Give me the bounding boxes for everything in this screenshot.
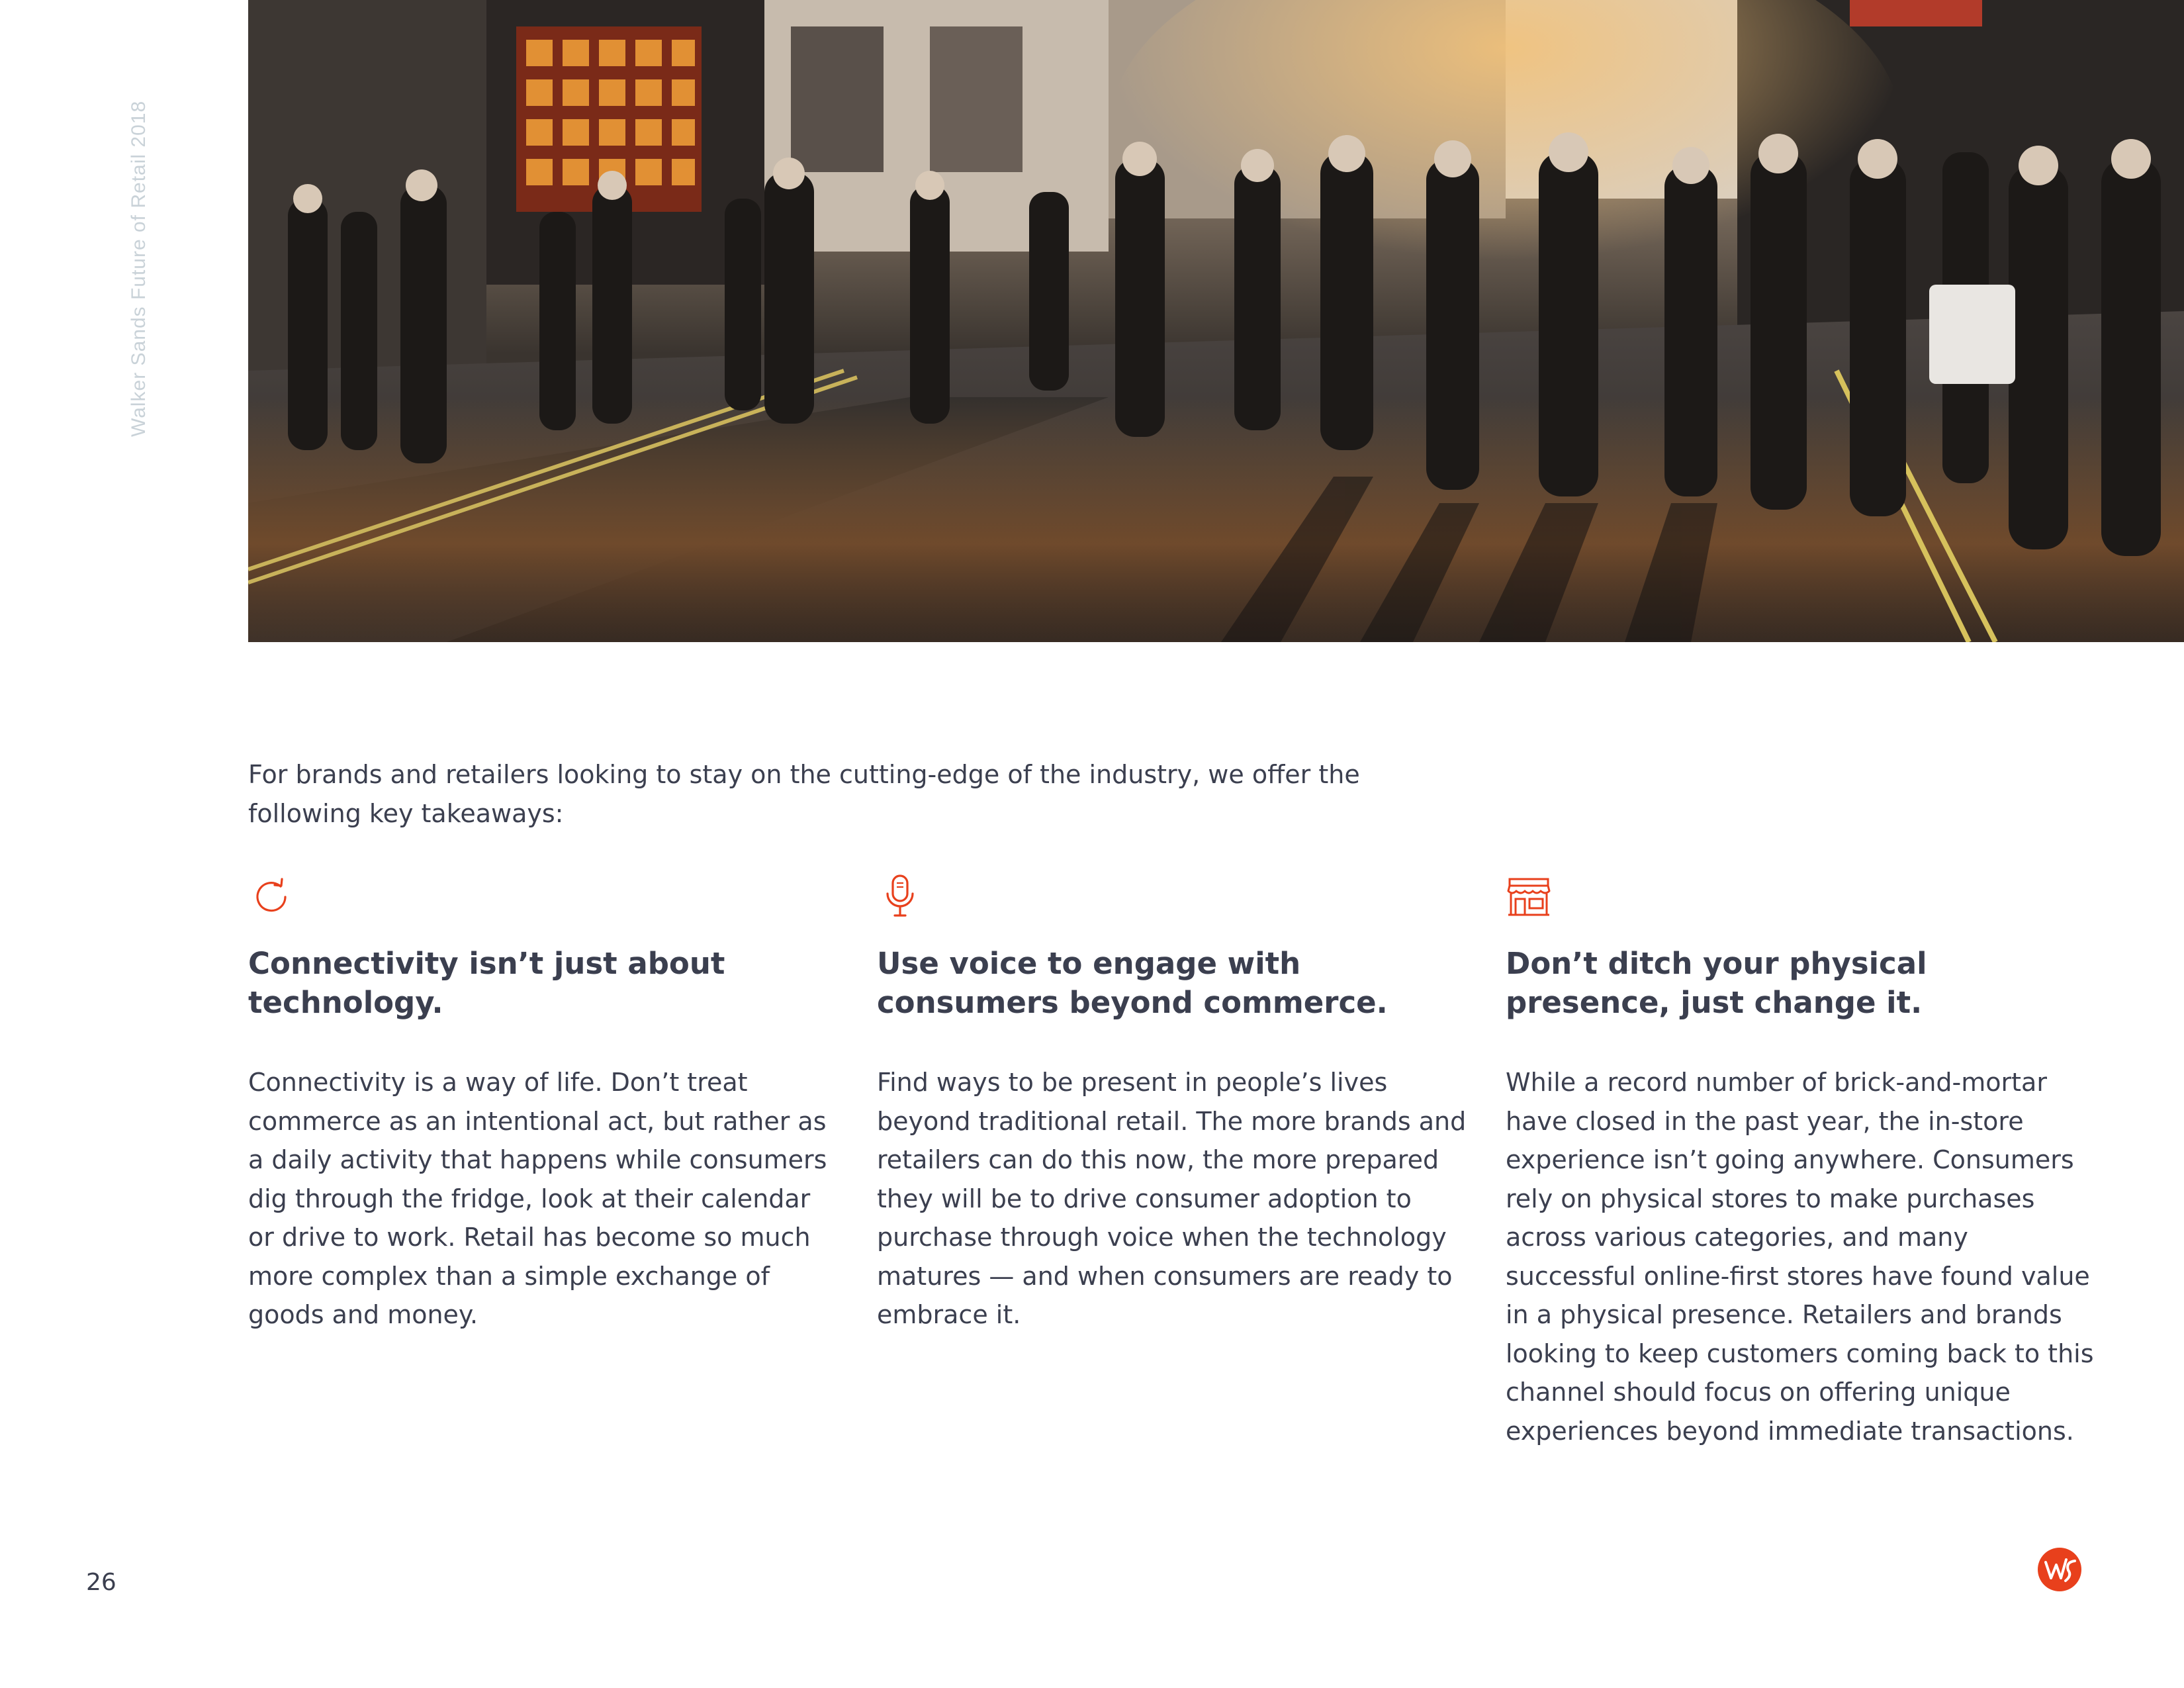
takeaway-body: While a record number of brick-and-mortar have closed in the past year, the in-store experience isn’t going anywhere. Consumers rely on physical stores to make purchases across various categories, and many successful online-first stores have found value in a physical presence. Retailers and brands looking to keep customers coming back to this channel should focus on offering unique experiences beyond immediate transactions. (1506, 1068, 2094, 1446)
takeaway-physical-presence (1506, 874, 2101, 1446)
takeaway-body: Connectivity is a way of life. Don’t treat commerce as an intentional act, but rather as a daily activity that happens while consumers dig through the fridge, look at their calendar or drive to work. Retail has become so much more complex than a simple exchange of goods and money. (248, 1068, 827, 1329)
intro-paragraph: For brands and retailers looking to stay on the cutting-edge of the industry, we offer the following key takeaways: (248, 760, 1360, 828)
takeaway-heading: Use voice to engage with consumers beyond commerce. (877, 946, 1388, 1020)
takeaway-body: Find ways to be present in people’s lives beyond traditional retail. The more brands and retailers can do this now, the more prepared they will be to drive consumer adoption to purchase through voice when the technology matures — and when consumers are ready to embrace it. (877, 1068, 1467, 1329)
street-crowd-photo (248, 0, 2184, 642)
sidebar-title-text: Walker Sands Future of Retail 2018 (128, 100, 150, 437)
microphone-icon (877, 874, 923, 920)
takeaway-voice (877, 874, 1473, 1329)
walker-sands-logo-icon (2036, 1546, 2083, 1593)
takeaway-connectivity (248, 874, 844, 1329)
refresh-icon (248, 874, 295, 920)
takeaway-heading: Connectivity isn’t just about technology. (248, 946, 725, 1020)
page-number: 26 (86, 1569, 116, 1596)
storefront-icon (1506, 874, 1552, 920)
takeaway-heading: Don’t ditch your physical presence, just change it. (1506, 946, 1927, 1020)
hero-street-photo (248, 0, 2184, 642)
